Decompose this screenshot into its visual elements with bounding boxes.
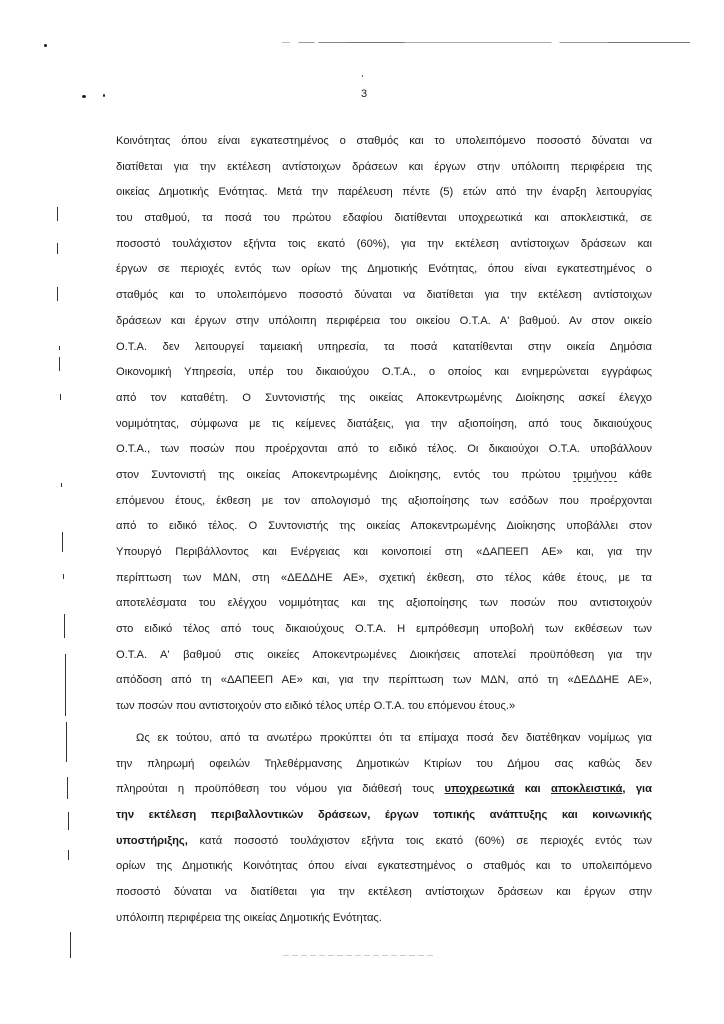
text-line: Ως εκ τούτου, από τα ανωτέρω προκύπτει ότι τα επίμαχα ποσά δεν διατέθηκαν νομίμως για xyxy=(136,731,652,744)
text-line: σταθμός και το υπολειπόμενο ποσοστό δύναται να διατίθεται για την εκτέλεση αντίστοιχων xyxy=(116,289,652,302)
margin-mark xyxy=(65,654,66,716)
text-line: Ο.Τ.Α. δεν λειτουργεί ταμειακή υπηρεσία, τα ποσά κατατίθενται στην οικεία Δημόσια xyxy=(116,340,652,353)
page-number xyxy=(0,88,724,100)
conclusion-paragraph xyxy=(116,726,652,932)
emphasis-underlined: υποχρεωτικά xyxy=(444,783,515,796)
scan-speck xyxy=(362,75,363,77)
text-line: νομιμότητας, σύμφωνα με τις κείμενες διατάξεις, για την αξιοποίηση, από τους δικαιούχους xyxy=(116,417,652,430)
hand-marked-word: τριμήνου xyxy=(572,468,617,481)
text-segment: κατά ποσοστό τουλάχιστον εξήντα τοις εκατό (60%) σε περιοχές εντός των xyxy=(199,834,652,847)
text-line: ποσοστό δύναται να διατίθεται για την εκτέλεση αντίστοιχων δράσεων και έργων στην xyxy=(116,885,652,898)
text-line: στο ειδικό τέλος από τους δικαιούχους Ο.Τ.Α. Η εμπρόθεσμη υποβολή των εκθέσεων των xyxy=(116,623,652,636)
margin-mark xyxy=(59,346,60,350)
text-line: Ο.Τ.Α., των ποσών που προέρχονται από το ειδικό τέλος. Οι δικαιούχοι Ο.Τ.Α. υποβάλλουν xyxy=(116,443,652,456)
text-line: περίπτωση των ΜΔΝ, στη «ΔΕΔΔΗΕ ΑΕ», σχετική έκθεση, στο τέλος κάθε έτους, με τα xyxy=(116,571,652,584)
text-line: αποτελέσματα του ελέγχου νομιμότητας και της αξιοποίησης των ποσών που αντιστοιχούν xyxy=(116,597,652,610)
text-line: δράσεων και έργων στην υπόλοιπη περιφέρεια του οικείου Ο.Τ.Α. Α' βαθμού. Αν στον οικείο xyxy=(116,314,652,327)
text-segment: κάθε xyxy=(628,468,653,481)
margin-mark xyxy=(62,532,63,552)
margin-mark xyxy=(57,207,58,221)
text-line: ποσοστό τουλάχιστον εξήντα τοις εκατό (60%), για την εκτέλεση αντίστοιχων δράσεων και xyxy=(116,237,652,250)
text-line: απόδοση από τη «ΔΑΠΕΕΠ ΑΕ» και, για την περίπτωση των ΜΔΝ, από τη «ΔΕΔΔΗΕ ΑΕ», xyxy=(116,674,652,687)
margin-mark xyxy=(57,287,58,301)
text-line: την πληρωμή οφειλών Τηλεθέρμανσης Δημοτικών Κτιρίων του Δήμου σας καθώς δεν xyxy=(116,757,652,770)
scan-artifact-bottom-line xyxy=(283,955,433,956)
text-line: επόμενου έτους, έκθεση με τον απολογισμό της αξιοποίησης των εσόδων που προέρχονται xyxy=(116,494,652,507)
text-line xyxy=(116,829,652,855)
text-line-bold: την εκτέλεση περιβαλλοντικών δράσεων, έργων τοπικής ανάπτυξης και κοινωνικής xyxy=(116,808,652,821)
margin-mark xyxy=(57,243,58,254)
text-line: Υπουργό Περιβάλλοντος και Ενέργειας και κοινοποιεί στη «ΔΑΠΕΕΠ ΑΕ» και, για την xyxy=(116,546,652,558)
page-number-text: 3 xyxy=(360,88,368,100)
text-line: του σταθμού, τα ποσά του πρώτου εδαφίου διατίθενται υποχρεωτικά και αποκλειστικά, σε xyxy=(116,212,652,225)
emphasis-bold: , για xyxy=(622,783,653,796)
text-segment: στον Συντονιστή της οικείας Αποκεντρωμένης Διοίκησης, εντός του πρώτου xyxy=(116,468,561,481)
text-line: από το ειδικό τέλος. Ο Συντονιστής της οικείας Αποκεντρωμένης Διοίκησης υποβάλλει στον xyxy=(116,520,652,533)
margin-mark xyxy=(67,777,68,799)
emphasis-bold: και xyxy=(524,783,541,796)
margin-mark xyxy=(61,483,62,487)
margin-mark xyxy=(59,357,60,371)
margin-mark xyxy=(68,812,69,830)
text-line: από τον καταθέτη. Ο Συντονιστής της οικείας Αποκεντρωμένης Διοίκησης ασκεί έλεγχο xyxy=(116,391,652,404)
margin-mark xyxy=(66,722,67,762)
scan-artifact-top-line xyxy=(282,42,690,43)
margin-mark xyxy=(63,574,64,579)
text-line: Οικονομική Υπηρεσία, υπέρ του δικαιούχου Ο.Τ.Α., ο οποίος και ενημερώνεται εγγράφως xyxy=(116,366,652,379)
document-body xyxy=(116,129,652,931)
quoted-law-paragraph xyxy=(116,129,652,720)
margin-mark xyxy=(68,850,69,860)
text-line: Ο.Τ.Α. Α' βαθμού στις οικείες Αποκεντρωμένες Διοικήσεις αποτελεί προϋπόθεση για την xyxy=(116,648,652,661)
text-line xyxy=(116,777,652,803)
emphasis-bold: υποστήριξης, xyxy=(116,834,188,847)
text-segment: πληρούται η προϋπόθεση του νόμου για διάθεσή τους xyxy=(116,783,435,796)
text-line: έργων σε περιοχές εντός των ορίων της Δημοτικής Ενότητας, όπου είναι εγκατεστημένος ο xyxy=(116,263,652,276)
text-line: των ποσών που αντιστοιχούν στο ειδικό τέλος υπέρ Ο.Τ.Α. του επόμενου έτους.» xyxy=(116,700,516,713)
text-line: οικείας Δημοτικής Ενότητας. Μετά την παρέλευση πέντε (5) ετών από την έναρξη λειτουργίας xyxy=(116,186,652,199)
text-line: Κοινότητας όπου είναι εγκατεστημένος ο σταθμός και το υπολειπόμενο ποσοστό δύναται να xyxy=(116,135,652,147)
scan-speck xyxy=(44,44,47,47)
text-line: διατίθεται για την εκτέλεση αντίστοιχων δράσεων και έργων στην υπόλοιπη περιφέρεια της xyxy=(116,160,652,173)
margin-mark xyxy=(64,614,65,638)
margin-mark xyxy=(70,932,71,958)
text-line xyxy=(116,463,652,489)
text-line: ορίων της Δημοτικής Κοινότητας όπου είναι εγκατεστημένος ο σταθμός και το υπολειπόμενο xyxy=(116,860,652,873)
emphasis-underlined: αποκλειστικά xyxy=(551,783,623,796)
margin-mark xyxy=(60,394,61,400)
text-line: υπόλοιπη περιφέρεια της οικείας Δημοτικής Ενότητας. xyxy=(116,911,382,924)
